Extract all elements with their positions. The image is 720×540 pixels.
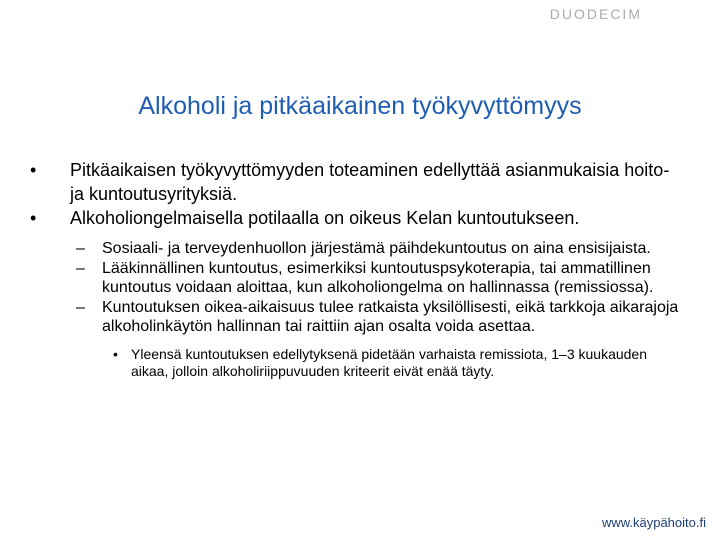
bullet-item: [0, 206, 680, 230]
sub-bullet-item: [0, 259, 682, 298]
slide-title: Alkoholi ja pitkäaikainen työkyvyttömyys: [138, 92, 582, 120]
sub-bullet-item: [0, 239, 682, 259]
sub-bullet-text: Lääkinnällinen kuntoutus, esimerkiksi kuntoutuspsykoterapia, tai ammatillinen kuntoutus voidaan aloittaa, kun alkoholiongelma on hallinnassa (remissiossa).: [102, 259, 654, 296]
dash-marker: –: [76, 298, 85, 316]
sub-bullet-text: Kuntoutuksen oikea-aikaisuus tulee ratkaista yksilöllisesti, eikä tarkkoja aikarajoja alkoholinkäytön hallinnan tai raittiin ajan osalta voida asettaa.: [102, 298, 679, 335]
bullet-item: [0, 158, 680, 206]
footer-site-link[interactable]: www.käypähoito.fi: [601, 515, 706, 530]
bullet-marker: •: [113, 345, 118, 362]
bullet-marker: •: [30, 160, 37, 180]
duodecim-logo: DUODECIM: [549, 6, 642, 22]
bullet-text: Alkoholiongelmaisella potilaalla on oikeus Kelan kuntoutukseen.: [70, 208, 580, 228]
sub-bullet-item: [0, 298, 682, 337]
dash-marker: –: [76, 240, 85, 257]
sub-bullet-text: Sosiaali- ja terveydenhuollon järjestämä päihdekuntoutus on aina ensisijaista.: [102, 240, 651, 257]
sub-sub-bullet-text: Yleensä kuntoutuksen edellytyksenä pidetään varhaista remissiota, 1–3 kuukauden aikaa, jolloin alkoholiriippuvuuden kriteerit eivät enää täyty.: [131, 345, 647, 379]
bullet-text: Pitkäaikaisen työkyvyttömyyden toteaminen edellyttää asianmukaisia hoito- ja kuntoutusyrityksiä.: [70, 160, 670, 204]
sub-sub-bullet-item: [0, 346, 676, 381]
dash-marker: –: [76, 259, 85, 277]
slide-content: [0, 158, 720, 381]
bullet-marker: •: [30, 208, 37, 228]
